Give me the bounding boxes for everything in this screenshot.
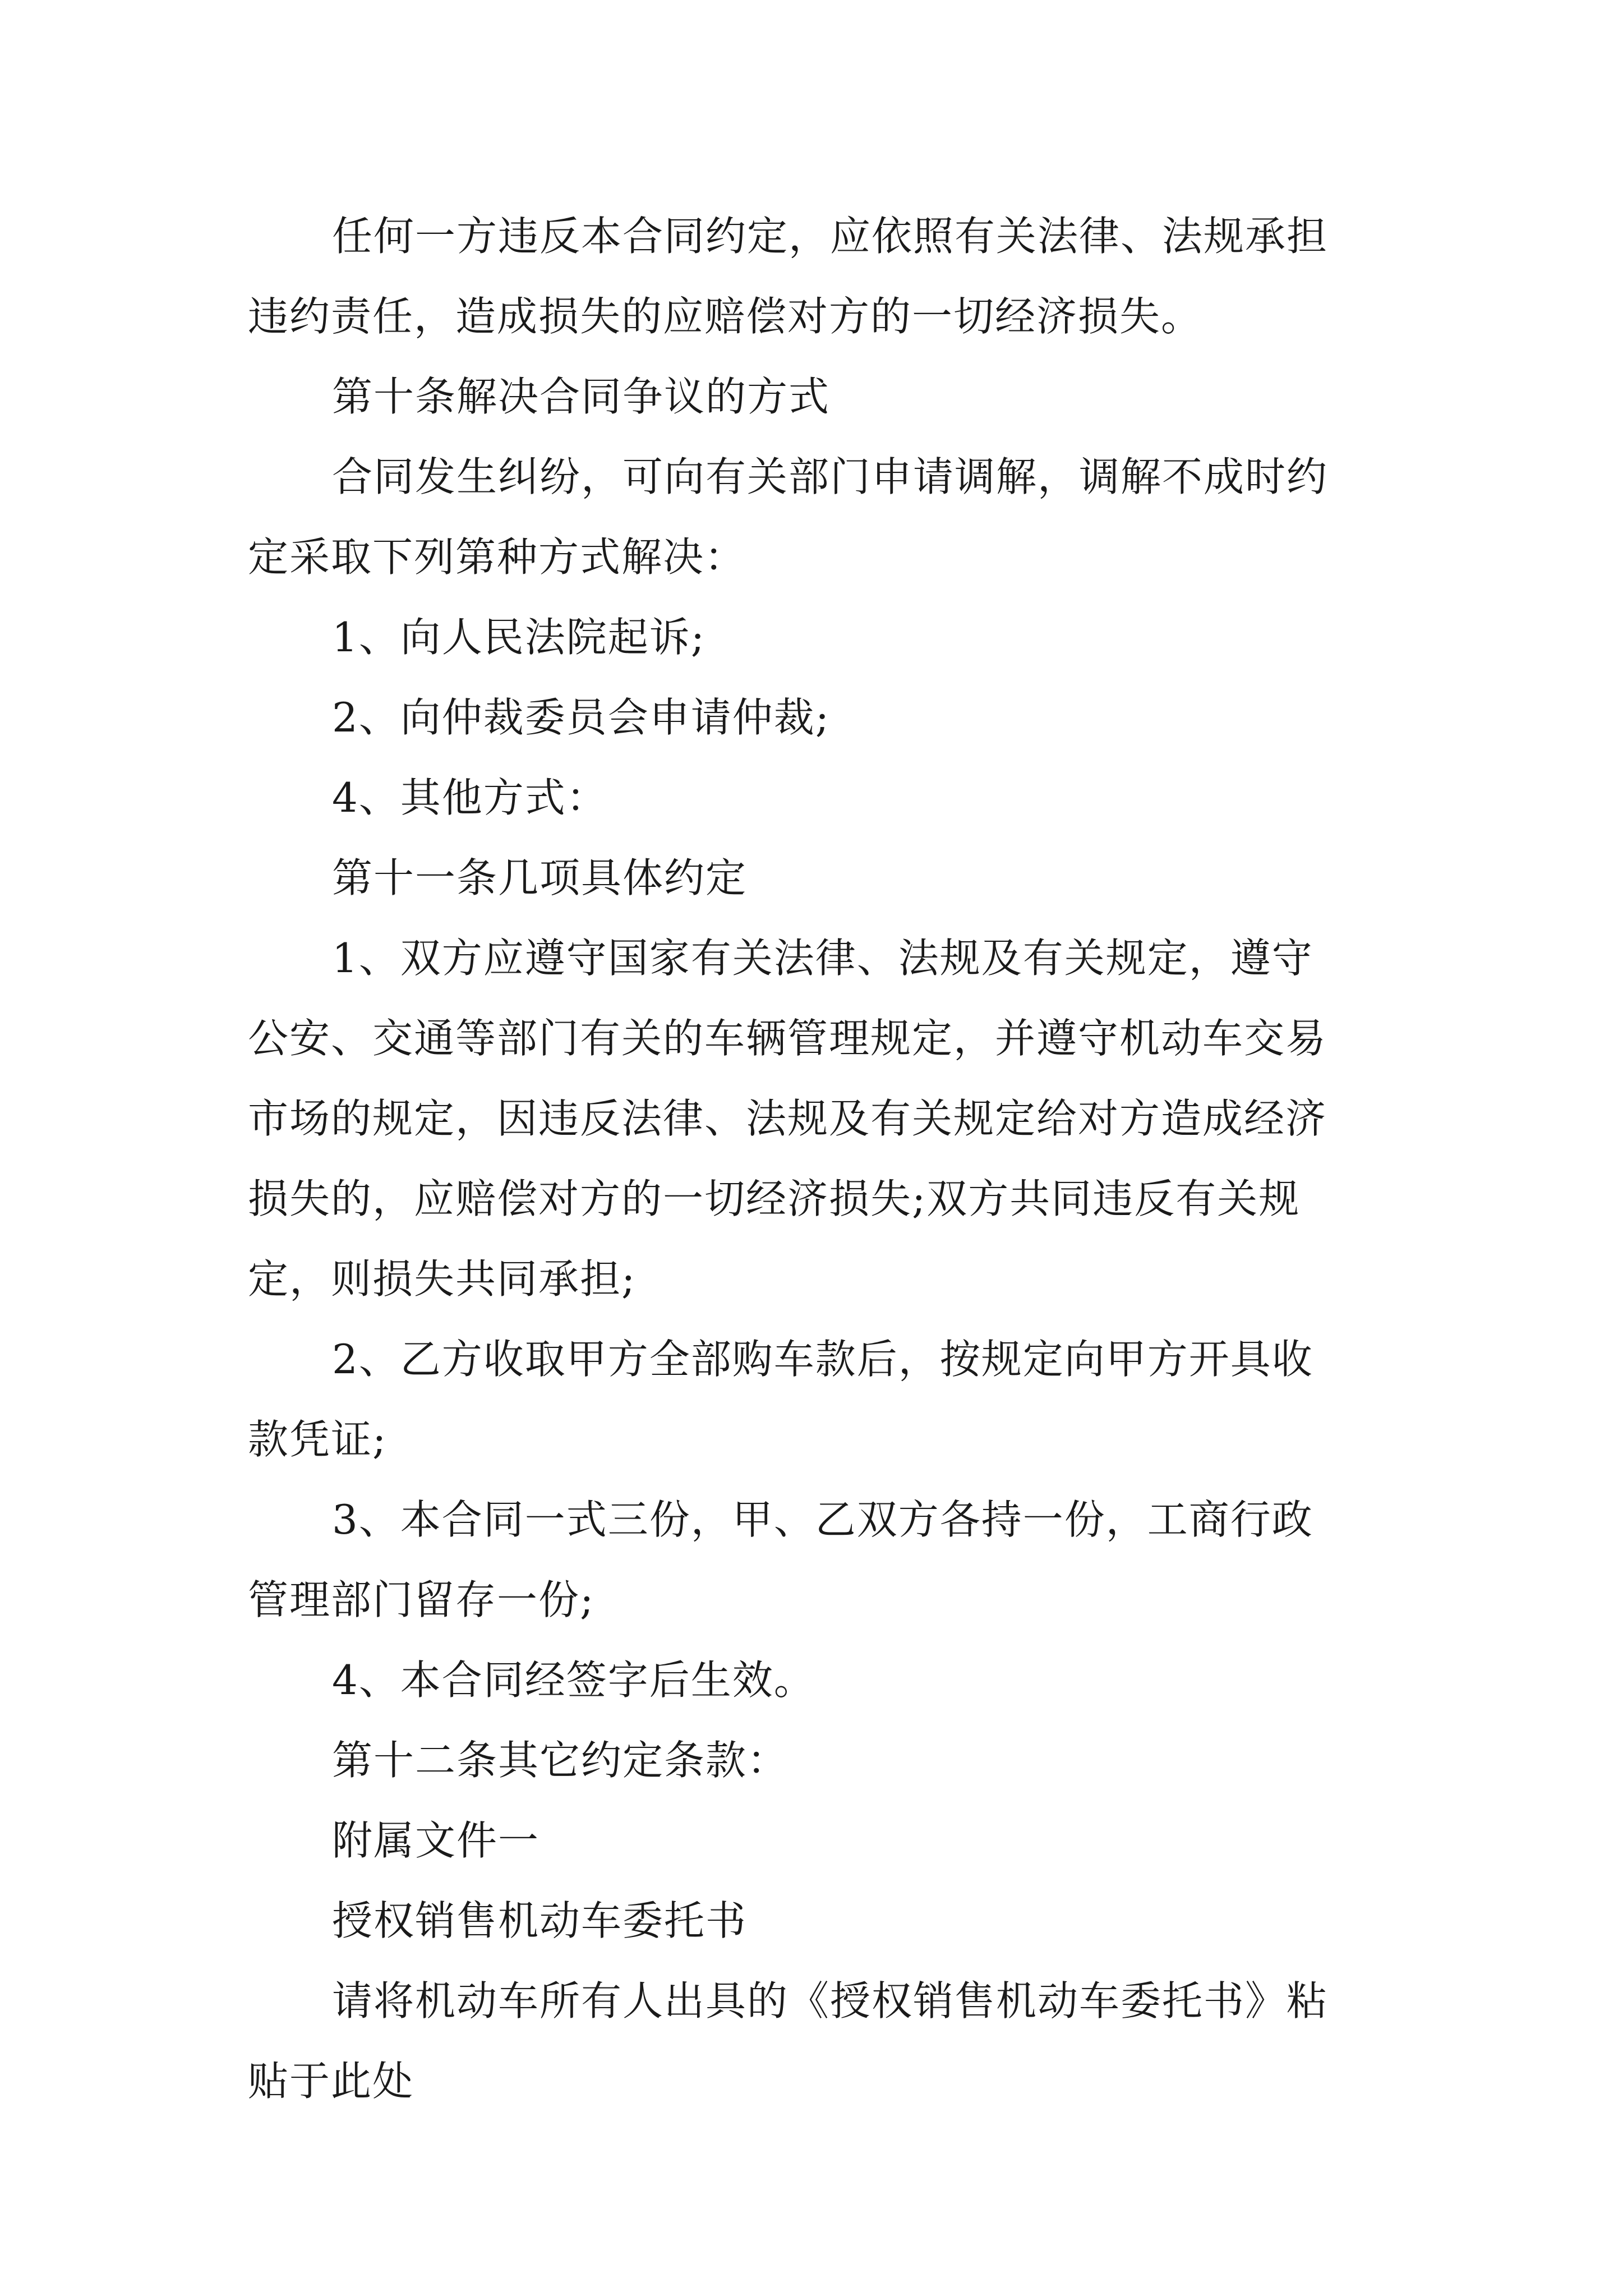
text-line: 2、乙方收取甲方全部购车款后，按规定向甲方开具收 (332, 1336, 1313, 1383)
text-line: 违约责任，造成损失的应赔偿对方的一切经济损失。 (248, 293, 1203, 340)
text-line: 损失的，应赔偿对方的一切经济损失;双方共同违反有关规 (248, 1175, 1301, 1222)
text-line: 贴于此处 (248, 2058, 414, 2105)
text-line: 定采取下列第种方式解决： (248, 533, 746, 581)
text-line: 3、本合同一式三份，甲、乙双方各持一份，工商行政 (332, 1496, 1313, 1543)
text-line: 第十二条其它约定条款： (332, 1737, 789, 1784)
text-line: 4、本合同经签字后生效。 (332, 1657, 815, 1704)
text-line: 1、向人民法院起诉; (332, 614, 706, 661)
text-line: 授权销售机动车委托书 (332, 1897, 748, 1944)
text-line: 2、向仲裁委员会申请仲裁; (332, 694, 831, 741)
document-body (248, 196, 1396, 2122)
text-line: 合同发生纠纷，可向有关部门申请调解，调解不成时约 (332, 453, 1329, 500)
text-line: 附属文件一 (332, 1817, 540, 1864)
text-line: 1、双方应遵守国家有关法律、法规及有关规定，遵守 (332, 935, 1313, 982)
text-line: 市场的规定，因违反法律、法规及有关规定给对方造成经济 (248, 1095, 1327, 1142)
text-line: 4、其他方式： (332, 774, 608, 821)
text-line: 款凭证; (248, 1416, 388, 1463)
text-line: 公安、交通等部门有关的车辆管理规定，并遵守机动车交易 (248, 1015, 1327, 1062)
text-line: 第十一条几项具体约定 (332, 854, 748, 901)
text-line: 定，则损失共同承担; (248, 1255, 637, 1303)
text-line: 请将机动车所有人出具的《授权销售机动车委托书》粘 (332, 1977, 1329, 2024)
text-line: 第十条解决合同争议的方式 (332, 373, 831, 420)
text-line: 管理部门留存一份; (248, 1576, 595, 1623)
text-line: 任何一方违反本合同约定，应依照有关法律、法规承担 (332, 213, 1329, 260)
